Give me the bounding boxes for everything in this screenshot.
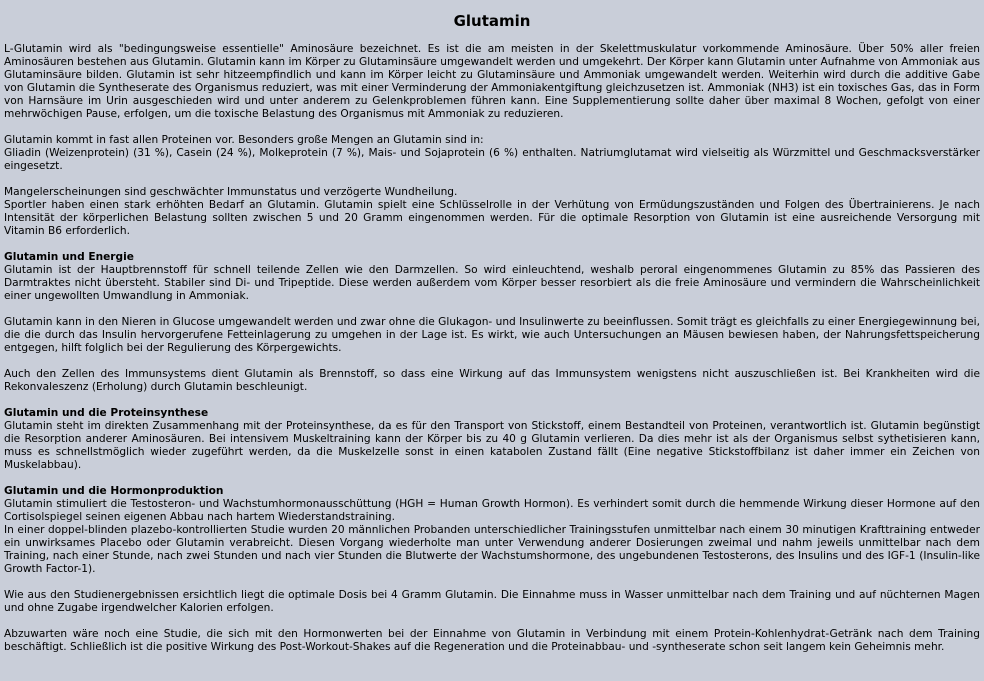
paragraph: Abzuwarten wäre noch eine Studie, die sich mit den Hormonwerten bei der Einnahme von Glutamin in Verbindung mit einem Protein-Kohlenhydrat-Getränk nach dem Training beschäftigt. Schließlich ist die positive Wirkung des Post-Workout-Shakes auf die Regeneration und die Proteinabbau- und -syntheserate schon seit langem kein Geheimnis mehr. <box>4 628 980 653</box>
paragraph: Mangelerscheinungen sind geschwächter Immunstatus und verzögerte Wundheilung. <box>4 186 458 198</box>
article-body <box>4 43 980 654</box>
paragraph: Auch den Zellen des Immunsystems dient Glutamin als Brennstoff, so dass eine Wirkung auf das Immunsystem wenigstens nicht auszuschließen ist. Bei Krankheiten wird die Rekonvaleszenz (Erholung) durch Glutamin beschleunigt. <box>4 368 980 393</box>
paragraph: Glutamin stimuliert die Testosteron- und Wachstumhormonausschüttung (HGH = Human Growth Hormon). Es verhindert somit durch die hemmende Wirkung dieser Hormone auf den Cortisolspiegel seinen eigenen Abbau nach hartem Wiederstandstraining. <box>4 498 980 523</box>
article-section <box>4 134 980 173</box>
article-section <box>4 186 980 238</box>
section-heading: Glutamin und Energie <box>4 251 134 263</box>
section-heading: Glutamin und die Proteinsynthese <box>4 407 209 419</box>
paragraph: Glutamin steht im direkten Zusammenhang mit der Proteinsynthese, da es für den Transport von Stickstoff, einem Bestandteil von Proteinen, verantwortlich ist. Glutamin begünstigt die Resorption anderer Aminosäuren. Bei intensivem Muskeltraining kann der Körper bis zu 40 g Glutamin verlieren. Da dies mehr ist als der Organismus selbst sythetisieren kann, muss es schnellstmöglich wieder zugeführt werden, da die Muskelzelle sonst in einen katabolen Zustand fällt (Eine negative Stickstoffbilanz ist daher immer ein Zeichen von Muskelabbau). <box>4 420 980 471</box>
paragraph: Glutamin kommt in fast allen Proteinen vor. Besonders große Mengen an Glutamin sind in: <box>4 134 484 146</box>
paragraph: Wie aus den Studienergebnissen ersichtlich liegt die optimale Dosis bei 4 Gramm Glutamin. Die Einnahme muss in Wasser unmittelbar nach dem Training und auf nüchternen Magen und ohne Zugabe irgendwelcher Kalorien erfolgen. <box>4 589 980 614</box>
article-section <box>4 485 980 576</box>
article-section <box>4 628 980 654</box>
paragraph: Glutamin ist der Hauptbrennstoff für schnell teilende Zellen wie den Darmzellen. So wird einleuchtend, weshalb peroral eingenommenes Glutamin zu 85% das Passieren des Darmtraktes nicht übersteht. Stabiler sind Di- und Tripeptide. Diese werden außerdem vom Körper besser resorbiert als die freie Aminosäure und vermindern die Wahrscheinlichkeit einer ungewollten Umwandlung in Ammoniak. <box>4 264 980 302</box>
article-section <box>4 368 980 394</box>
article-section <box>4 43 980 121</box>
paragraph: Sportler haben einen stark erhöhten Bedarf an Glutamin. Glutamin spielt eine Schlüsselrolle in der Verhütung von Ermüdungszuständen und Folgen des Übertrainierens. Je nach Intensität der körperlichen Belastung sollten zwischen 5 und 20 Gramm eingenommen werden. Für die optimale Resorption von Glutamin ist eine ausreichende Versorgung mit Vitamin B6 erforderlich. <box>4 199 980 237</box>
article-section <box>4 589 980 615</box>
article-section <box>4 251 980 303</box>
article-section <box>4 316 980 355</box>
paragraph: Gliadin (Weizenprotein) (31 %), Casein (24 %), Molkeprotein (7 %), Mais- und Sojaprotein (6 %) enthalten. Natriumglutamat wird vielseitig als Würzmittel und Geschmacksverstärker eingesetzt. <box>4 147 980 172</box>
paragraph: Glutamin kann in den Nieren in Glucose umgewandelt werden und zwar ohne die Glukagon- und Insulinwerte zu beeinflussen. Somit trägt es gleichfalls zu einer Energiegewinnung bei, die die durch das Insulin hervorgerufene Fetteinlagerung zu umgehen in der Lage ist. Es wirkt, wie auch Untersuchungen an Mäusen bewiesen haben, der Nahrungsfettspeicherung entgegen, hilft folglich bei der Regulierung des Körpergewichts. <box>4 316 980 354</box>
article-section <box>4 407 980 472</box>
paragraph: L-Glutamin wird als "bedingungsweise essentielle" Aminosäure bezeichnet. Es ist die am meisten in der Skelettmuskulatur vorkommende Aminosäure. Über 50% aller freien Aminosäuren bestehen aus Glutamin. Glutamin kann im Körper zu Glutaminsäure umgewandelt werden und umgekehrt. Der Körper kann Glutamin unter Aufnahme von Ammoniak aus Glutaminsäure bilden. Glutamin ist sehr hitzeempfindlich und kann im Körper leicht zu Glutaminsäure und Ammoniak umgewandelt werden. Weiterhin wird durch die additive Gabe von Glutamin die Syntheserate des Organismus reduziert, was mit einer Verminderung der Ammoniakentgiftung gleichzusetzen ist. Ammoniak (NH3) ist ein toxisches Gas, das in Form von Harnsäure im Urin ausgeschieden wird und unter anderem zu Gelenkproblemen führen kann. Eine Supplementierung sollte daher über maximal 8 Wochen, gefolgt von einer mehrwöchigen Pause, erfolgen, um die toxische Belastung des Organismus mit Ammoniak zu reduzieren. <box>4 43 980 120</box>
paragraph: In einer doppel-blinden plazebo-kontrollierten Studie wurden 20 männlichen Probanden unterschiedlicher Trainingsstufen unmittelbar nach einem 30 minutigen Krafttraining entweder ein unwirksames Placebo oder Glutamin verabreicht. Diesen Vorgang wiederholte man unter Verwendung anderer Dosierungen zweimal und nahm jeweils unmittelbar nach dem Training, nach einer Stunde, nach zwei Stunden und nach vier Stunden die Blutwerte der Wachstumshormone, des ungebundenen Testosterons, des Insulins und des IGF-1 (Insulin-like Growth Factor-1). <box>4 524 980 575</box>
section-heading: Glutamin und die Hormonproduktion <box>4 485 224 497</box>
article-title: Glutamin <box>453 12 531 30</box>
